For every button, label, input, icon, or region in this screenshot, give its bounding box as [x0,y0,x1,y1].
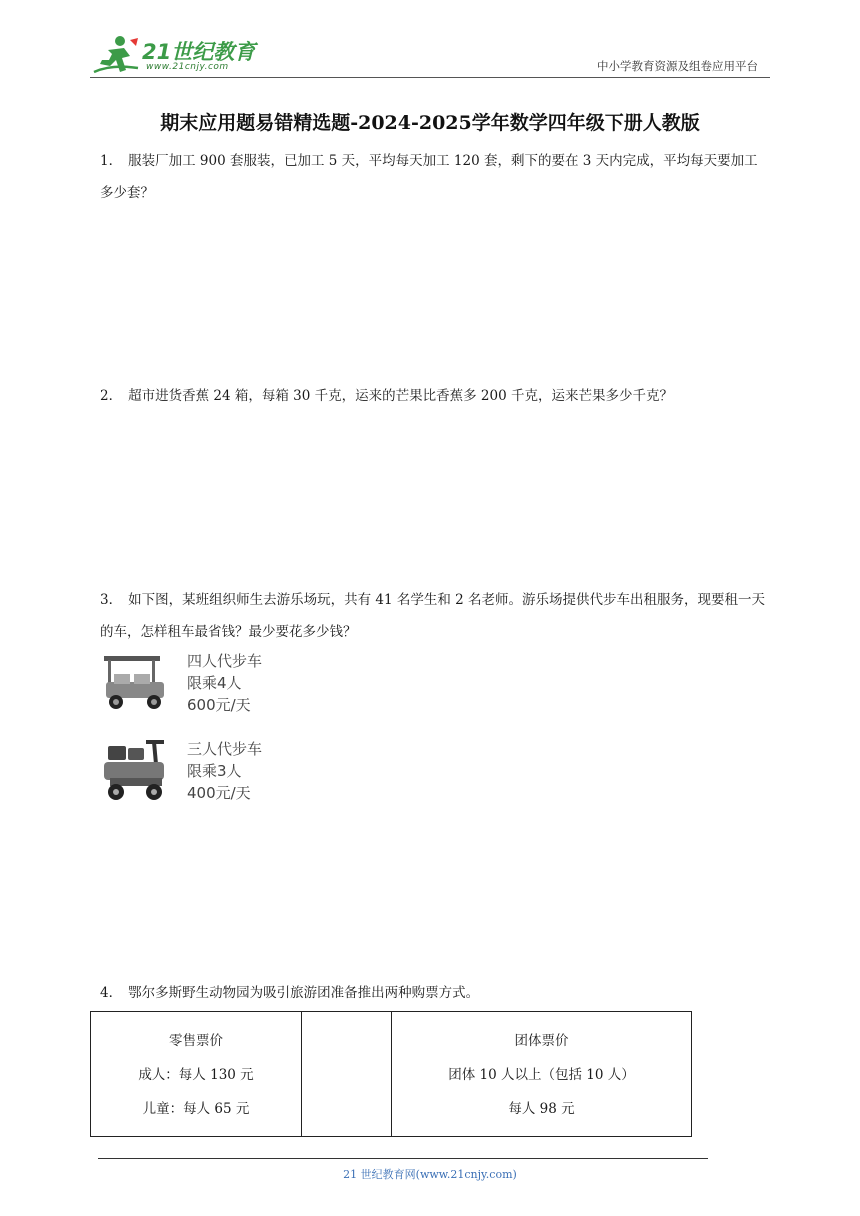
vehicle-price: 600元/天 [187,696,251,714]
golf-cart-icon [100,652,172,718]
question-number: 1． [100,153,123,169]
question-4 [100,977,770,1009]
question-1 [100,145,770,209]
mobility-scooter-icon [100,740,172,806]
runner-logo-icon [90,34,142,78]
question-number: 2． [100,388,123,404]
logo-url: www.21cnjy.com [146,62,229,72]
middle-empty-cell [302,1012,392,1137]
vehicle-limit: 限乘4人 [187,674,242,692]
vehicle-info [187,650,262,716]
vehicle-info [187,738,262,804]
vehicle-limit: 限乘3人 [187,762,242,780]
footer-link[interactable]: 21 世纪教育网(www.21cnjy.com) [343,1168,517,1181]
vehicle-price: 400元/天 [187,784,251,802]
group-header: 团体票价 [514,1033,569,1049]
question-3 [100,584,770,648]
ticket-price-table [90,1011,692,1137]
vehicle-three-seat [100,740,400,820]
platform-label: 中小学教育资源及组卷应用平台 [597,59,758,73]
page-title: 期末应用题易错精选题-2024-2025学年数学四年级下册人教版 [160,112,700,134]
table-row [91,1012,692,1137]
retail-header: 零售票价 [169,1033,223,1049]
question-2 [100,380,770,412]
group-price: 每人 98 元 [508,1101,575,1117]
header-divider [90,77,770,78]
site-logo [90,34,260,78]
question-text: 鄂尔多斯野生动物园为吸引旅游团准备推出两种购票方式。 [128,985,480,1001]
question-text: 如下图，某班组织师生去游乐场玩，共有 41 名学生和 2 名老师。游乐场提供代步车出租服务，现要租一天的车，怎样租车最省钱？最少要花多少钱？ [100,592,766,640]
retail-child: 儿童：每人 65 元 [142,1101,250,1117]
vehicle-name: 三人代步车 [187,740,263,758]
group-condition: 团体 10 人以上（包括 10 人） [448,1067,635,1083]
question-text: 服装厂加工 900 套服装，已加工 5 天，平均每天加工 120 套，剩下的要在 3 天内完成，平均每天要加工多少套？ [100,153,758,201]
group-price-cell [392,1012,692,1137]
footer-divider [98,1158,708,1159]
page-header [90,30,770,82]
question-number: 3． [100,592,123,608]
retail-adult: 成人：每人 130 元 [138,1067,254,1083]
question-number: 4． [100,985,123,1001]
vehicle-four-seat [100,652,400,732]
vehicle-name: 四人代步车 [187,652,263,670]
retail-price-cell [91,1012,302,1137]
logo-text: 21世纪教育 [142,40,256,64]
question-text: 超市进货香蕉 24 箱，每箱 30 千克，运来的芒果比香蕉多 200 千克，运来芒果多少千克？ [128,388,673,404]
